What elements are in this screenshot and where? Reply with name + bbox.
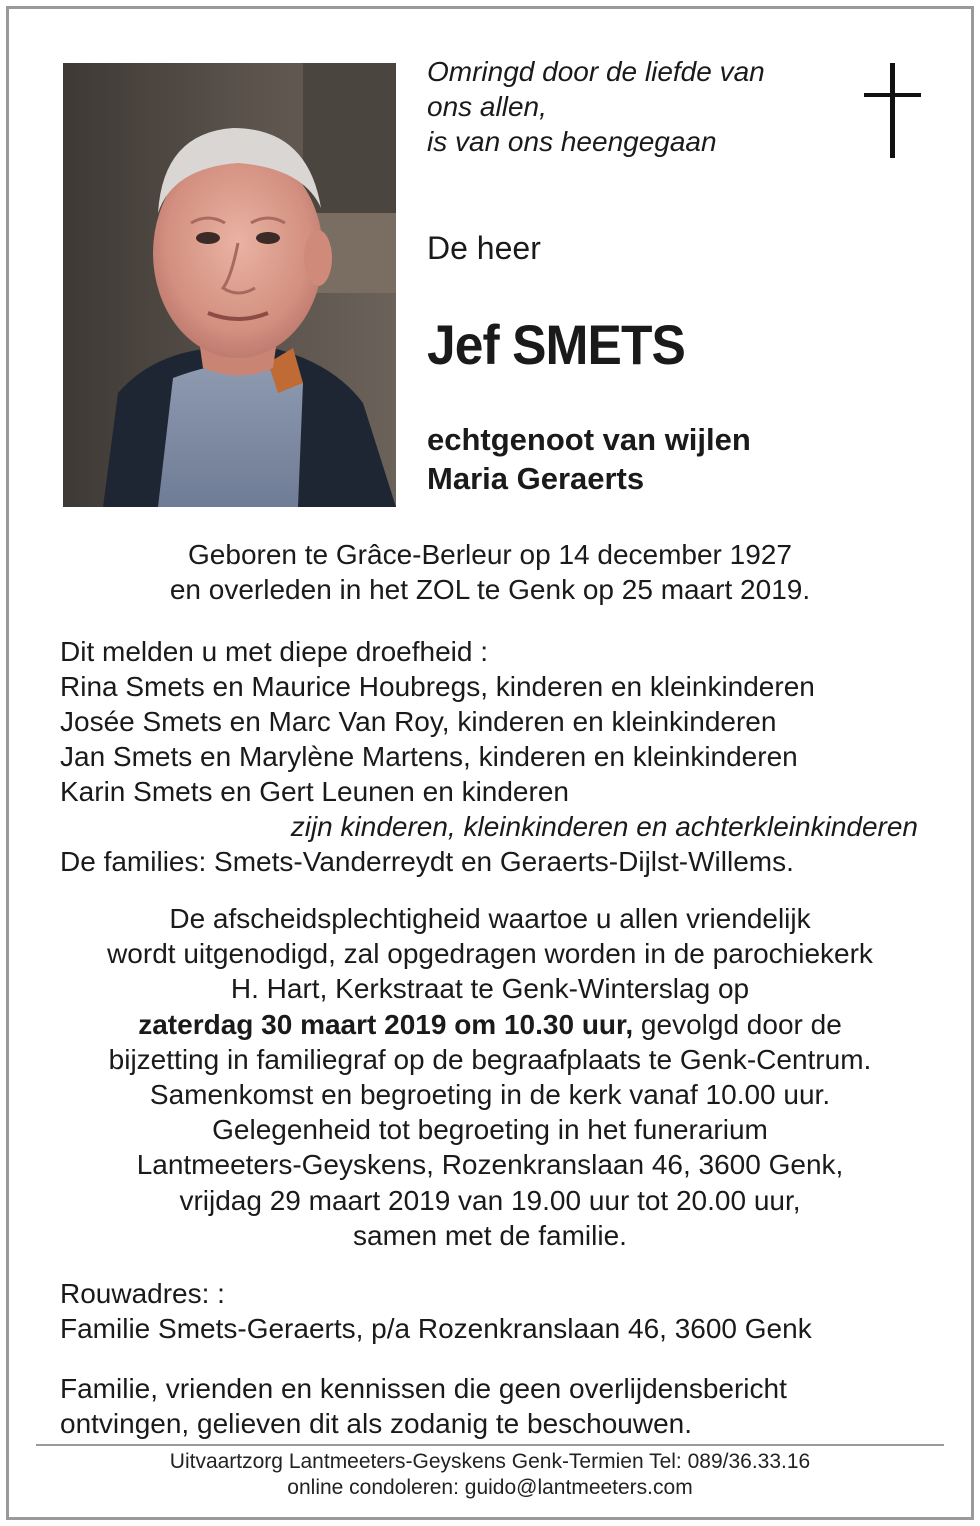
birth-line: Geboren te Grâce-Berleur op 14 december 1927 [188,539,792,570]
families-line: De families: Smets-Vanderreydt en Geraerts-Dijlst-Willems. [60,846,794,877]
funeral-home-footer [0,1449,980,1501]
spouse-info [427,420,751,498]
address-value: Familie Smets-Geraerts, p/a Rozenkranslaan 46, 3600 Genk [60,1313,812,1344]
ceremony-line: bijzetting in familiegraf op de begraafplaats te Genk-Centrum. [108,1043,872,1075]
mourners-intro: Dit melden u met diepe droefheid : [60,636,489,667]
ceremony-line: samen met de familie. [353,1219,627,1251]
ceremony-line: Lantmeeters-Geyskens, Rozenkranslaan 46, 3600 Genk, [136,1149,844,1181]
mourner-line: Karin Smets en Gert Leunen en kinderen [60,776,569,807]
cross-icon [864,63,921,158]
footer-contact: Uitvaartzorg Lantmeeters-Geyskens Genk-Termien Tel: 089/36.33.16 [169,1450,811,1473]
deceased-name: Jef SMETS [427,313,685,376]
footer-condolence: online condoleren: guido@lantmeeters.com [287,1476,693,1499]
ceremony-line: De afscheidsplechtigheid waartoe u allen vriendelijk [169,903,811,934]
ceremony-line: vrijdag 29 maart 2019 van 19.00 uur tot 20.00 uur, [179,1184,801,1216]
intro-line: Omringd door de liefde van [427,56,765,87]
closing-notice [60,1371,787,1441]
ceremony-line: H. Hart, Kerkstraat te Genk-Winterslag op [230,973,750,1005]
ceremony-date: zaterdag 30 maart 2019 om 10.30 uur, [138,1008,634,1040]
ceremony-line: Samenkomst en begroeting in de kerk vanaf 10.00 uur. [149,1079,831,1111]
mourner-line: Josée Smets en Marc Van Roy, kinderen en kleinkinderen [60,706,777,737]
mourner-line: Rina Smets en Maurice Houbregs, kinderen en kleinkinderen [60,671,815,702]
address-label: Rouwadres: : [60,1278,225,1309]
portrait-photo [63,63,396,507]
mourners-summary: zijn kinderen, kleinkinderen en achterkleinkinderen [290,811,918,842]
mourners-list [60,634,920,879]
death-line: en overleden in het ZOL te Genk op 25 maart 2019. [169,574,811,605]
spouse-line: echtgenoot van wijlen [427,422,751,457]
notice-line: ontvingen, gelieven dit als zodanig te beschouwen. [60,1408,692,1439]
ceremony-date-line [40,1007,940,1042]
ceremony-date-rest: gevolgd door de [633,1008,842,1040]
mourning-address [60,1276,812,1346]
spouse-line: Maria Geraerts [427,461,645,496]
ceremony-line: wordt uitgenodigd, zal opgedragen worden in de parochiekerk [107,938,873,970]
footer-divider [36,1444,944,1446]
birth-death-info [0,537,980,607]
notice-line: Familie, vrienden en kennissen die geen overlijdensbericht [60,1373,787,1404]
mourner-line: Jan Smets en Marylène Martens, kinderen en kleinkinderen [60,741,798,772]
ceremony-info [40,901,940,1253]
intro-line: is van ons heengegaan [427,126,717,157]
intro-line: ons allen, [427,91,547,122]
honorific: De heer [427,230,541,266]
intro-text [427,54,765,159]
ceremony-line: Gelegenheid tot begroeting in het funerarium [212,1114,768,1146]
